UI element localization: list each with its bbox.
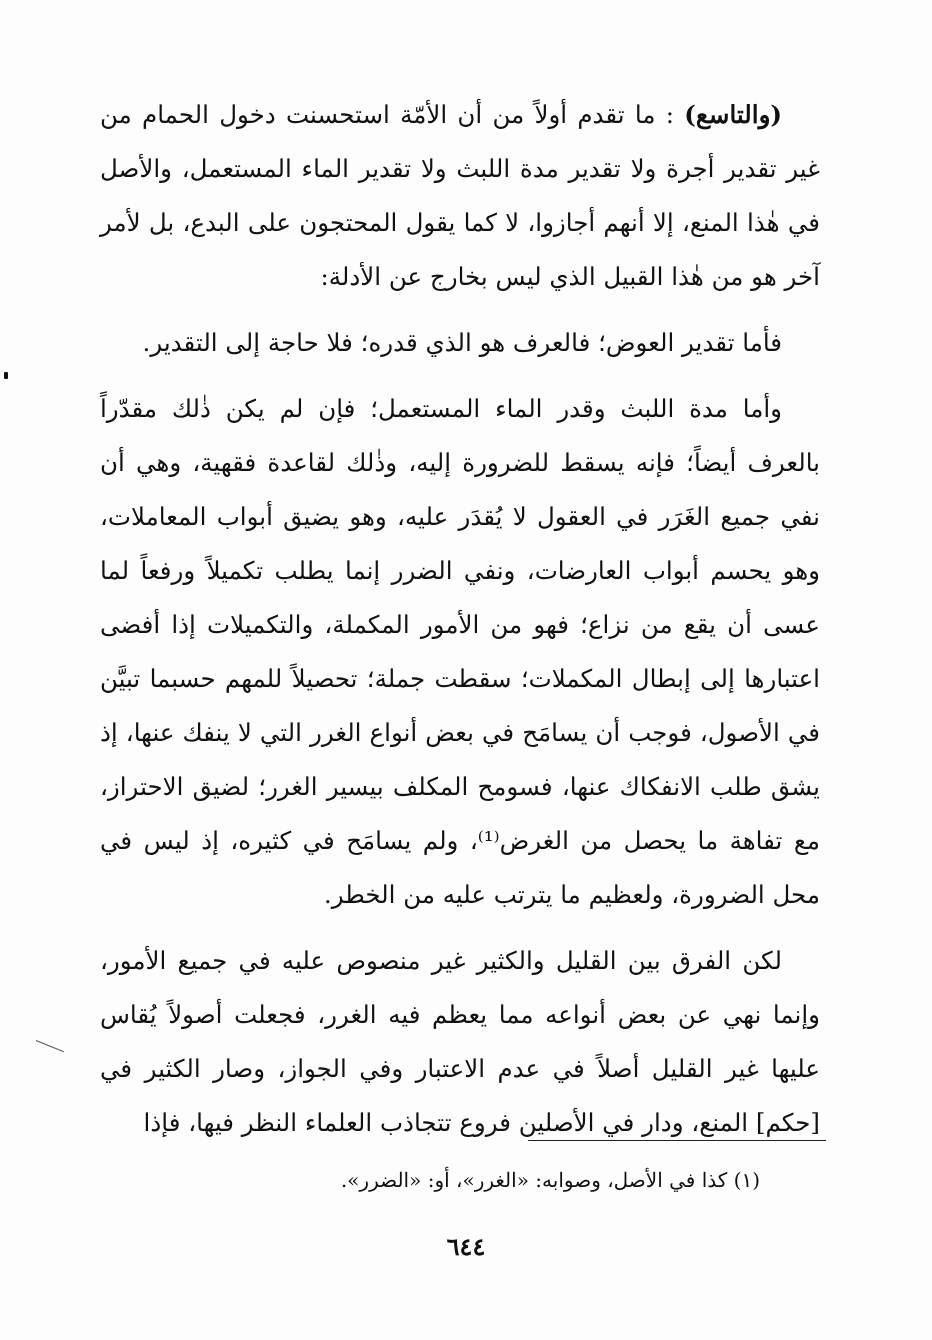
footnote-divider [528,1140,826,1141]
paragraph-text: : ما تقدم أولاً من أن الأمّة استحسنت دخول الحمام من غير تقدير أجرة ولا تقدير مدة اللبث ولا تقدير الماء المستعمل، والأصل في هٰذا المنع، إلا أنهم أجازوا، لا كما يقول المحتجون على البدع، بل لأمر آخر هو من هٰذا القبيل الذي ليس بخارج عن الأدلة: [100,100,820,291]
footnote: (١) كذا في الأصل، وصوابه: «الغرر»، أو: «الضرر». [340,1168,760,1192]
main-text [100,88,820,1162]
scan-mark-stroke [36,1040,64,1052]
paragraph-3 [100,382,820,922]
paragraph-text: لكن الفرق بين القليل والكثير غير منصوص عليه في جميع الأمور، وإنما نهي عن بعض أنواعه مما يعظم فيه الغرر، فجعلت أصولاً يُقاس عليها غير القليل أصلاً في عدم الاعتبار وفي الجواز، وصار الكثير في [حكم] المنع، ودار في الأصلين فروع تتجاذب العلماء النظر فيها، فإذا [100,946,820,1137]
paragraph-text: وأما مدة اللبث وقدر الماء المستعمل؛ فإن لم يكن ذٰلك مقدّراً بالعرف أيضاً؛ فإنه يسقط للضرورة إليه، وذٰلك لقاعدة فقهية، وهي أن نفي جميع الغَرَر في العقول لا يُقدَر عليه، وهو يضيق أبواب المعاملات، وهو يحسم أبواب العارضات، ونفي الضرر إنما يطلب تكميلاً ورفعاً لما عسى أن يقع من نزاع؛ فهو من الأمور المكملة، والتكميلات إذا أفضى اعتبارها إلى إبطال المكملات؛ سقطت جملة؛ تحصيلاً للمهم حسبما تبيَّن في الأصول، فوجب أن يسامَح في بعض أنواع الغرر التي لا ينفك عنها، إذ يشق طلب الانفكاك عنها، فسومح المكلف بيسير الغرر؛ لضيق الاحتراز، مع تفاهة ما يحصل من الغرض⁽¹⁾، ولم يسامَح في كثيره، إذ ليس في محل الضرورة، ولعظيم ما يترتب عليه من الخطر. [100,394,820,909]
paragraph-label: (والتاسع) [684,100,782,129]
paragraph-text: فأما تقدير العوض؛ فالعرف هو الذي قدره؛ فلا حاجة إلى التقدير. [142,328,782,357]
paragraph-2 [100,316,820,370]
page-number: ٦٤٤ [446,1232,486,1261]
paragraph-4 [100,934,820,1150]
paragraph-1 [100,88,820,304]
scan-mark-dot [4,372,8,379]
